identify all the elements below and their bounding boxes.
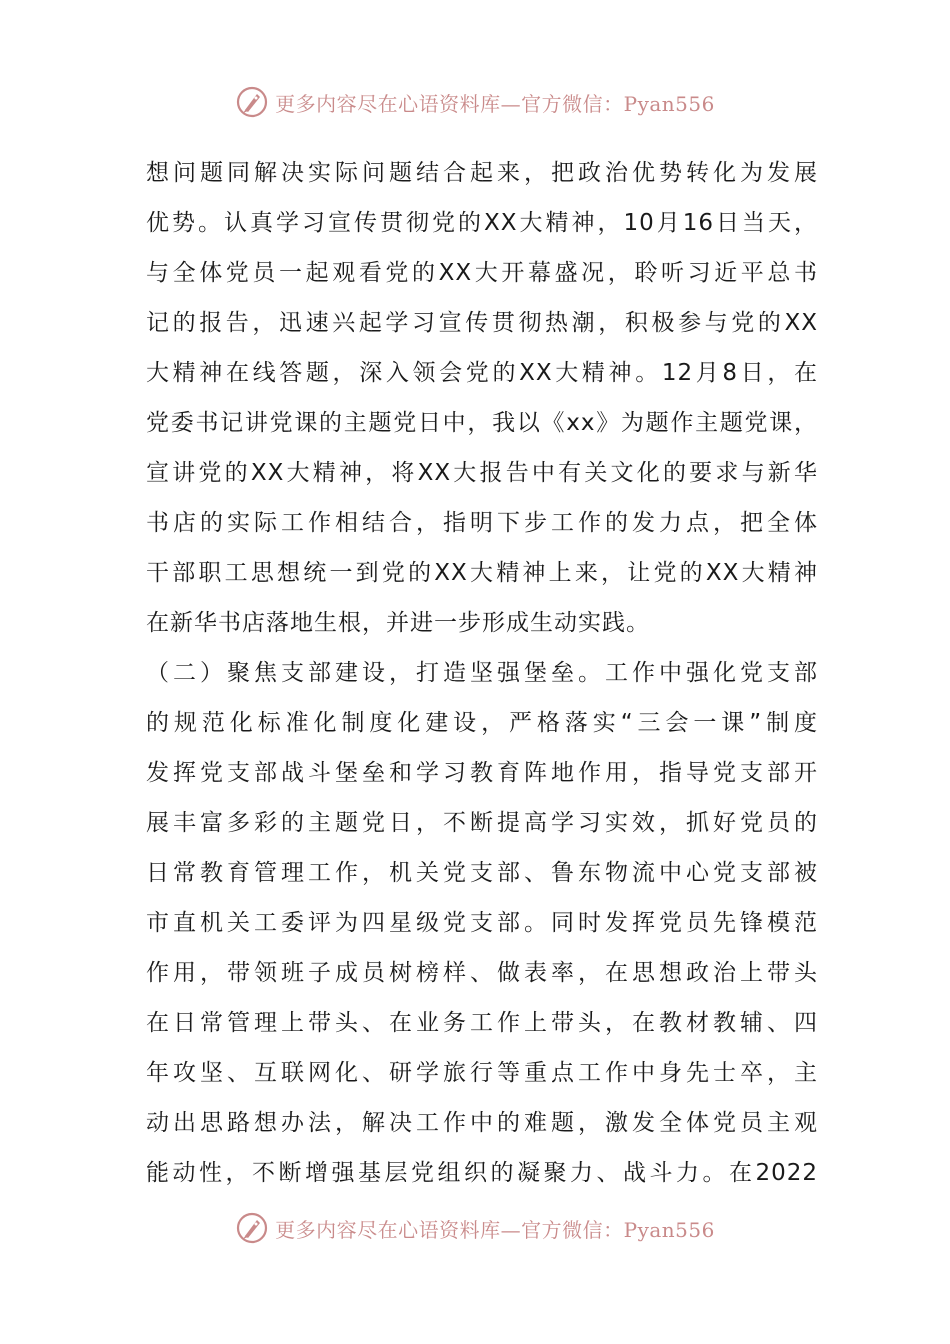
text-line: 在日常管理上带头、在业务工作上带头，在教材教辅、四: [146, 1010, 818, 1036]
text-line: 展丰富多彩的主题党日，不断提高学习实效，抓好党员的: [146, 810, 818, 836]
text-line: 动出思路想办法，解决工作中的难题，激发全体党员主观: [146, 1110, 818, 1136]
text-line: 作用，带领班子成员树榜样、做表率，在思想政治上带头: [146, 960, 818, 986]
text-line: 想问题同解决实际问题结合起来，把政治优势转化为发展: [146, 160, 818, 186]
text-line: 与全体党员一起观看党的XX大开幕盛况，聆听习近平总书: [146, 260, 818, 286]
text-line: 年攻坚、互联网化、研学旅行等重点工作中身先士卒，主: [146, 1060, 818, 1086]
text-line: 的规范化标准化制度化建设，严格落实“三会一课”制度: [146, 710, 818, 736]
watermark-banner-top: [0, 82, 950, 122]
text-line: 大精神在线答题，深入领会党的XX大精神。12月8日，在: [146, 360, 818, 386]
text-line: 发挥党支部战斗堡垒和学习教育阵地作用，指导党支部开: [146, 760, 818, 786]
text-line: 市直机关工委评为四星级党支部。同时发挥党员先锋模范: [146, 910, 818, 936]
watermark-text: 更多内容尽在心语资料库—官方微信：Pyan556: [275, 1217, 715, 1242]
text-line: 记的报告，迅速兴起学习宣传贯彻热潮，积极参与党的XX: [146, 310, 818, 336]
pen-nib-icon: [235, 1211, 269, 1245]
text-line: 能动性，不断增强基层党组织的凝聚力、战斗力。在2022: [146, 1160, 818, 1186]
text-line: 干部职工思想统一到党的XX大精神上来，让党的XX大精神: [146, 560, 818, 586]
pen-nib-icon: [235, 85, 269, 119]
text-line: 党委书记讲党课的主题党日中，我以《xx》为题作主题党课，: [146, 410, 818, 436]
text-line: 优势。认真学习宣传贯彻党的XX大精神，10月16日当天，: [146, 210, 818, 236]
document-body: [146, 148, 818, 1198]
text-line: 书店的实际工作相结合，指明下步工作的发力点，把全体: [146, 510, 818, 536]
text-line: （二）聚焦支部建设，打造坚强堡垒。工作中强化党支部: [146, 660, 818, 686]
watermark-banner-bottom: [0, 1208, 950, 1248]
text-line: 在新华书店落地生根，并进一步形成生动实践。: [146, 610, 650, 636]
text-line: 日常教育管理工作，机关党支部、鲁东物流中心党支部被: [146, 860, 818, 886]
text-line: 宣讲党的XX大精神，将XX大报告中有关文化的要求与新华: [146, 460, 818, 486]
watermark-text: 更多内容尽在心语资料库—官方微信：Pyan556: [275, 91, 715, 116]
